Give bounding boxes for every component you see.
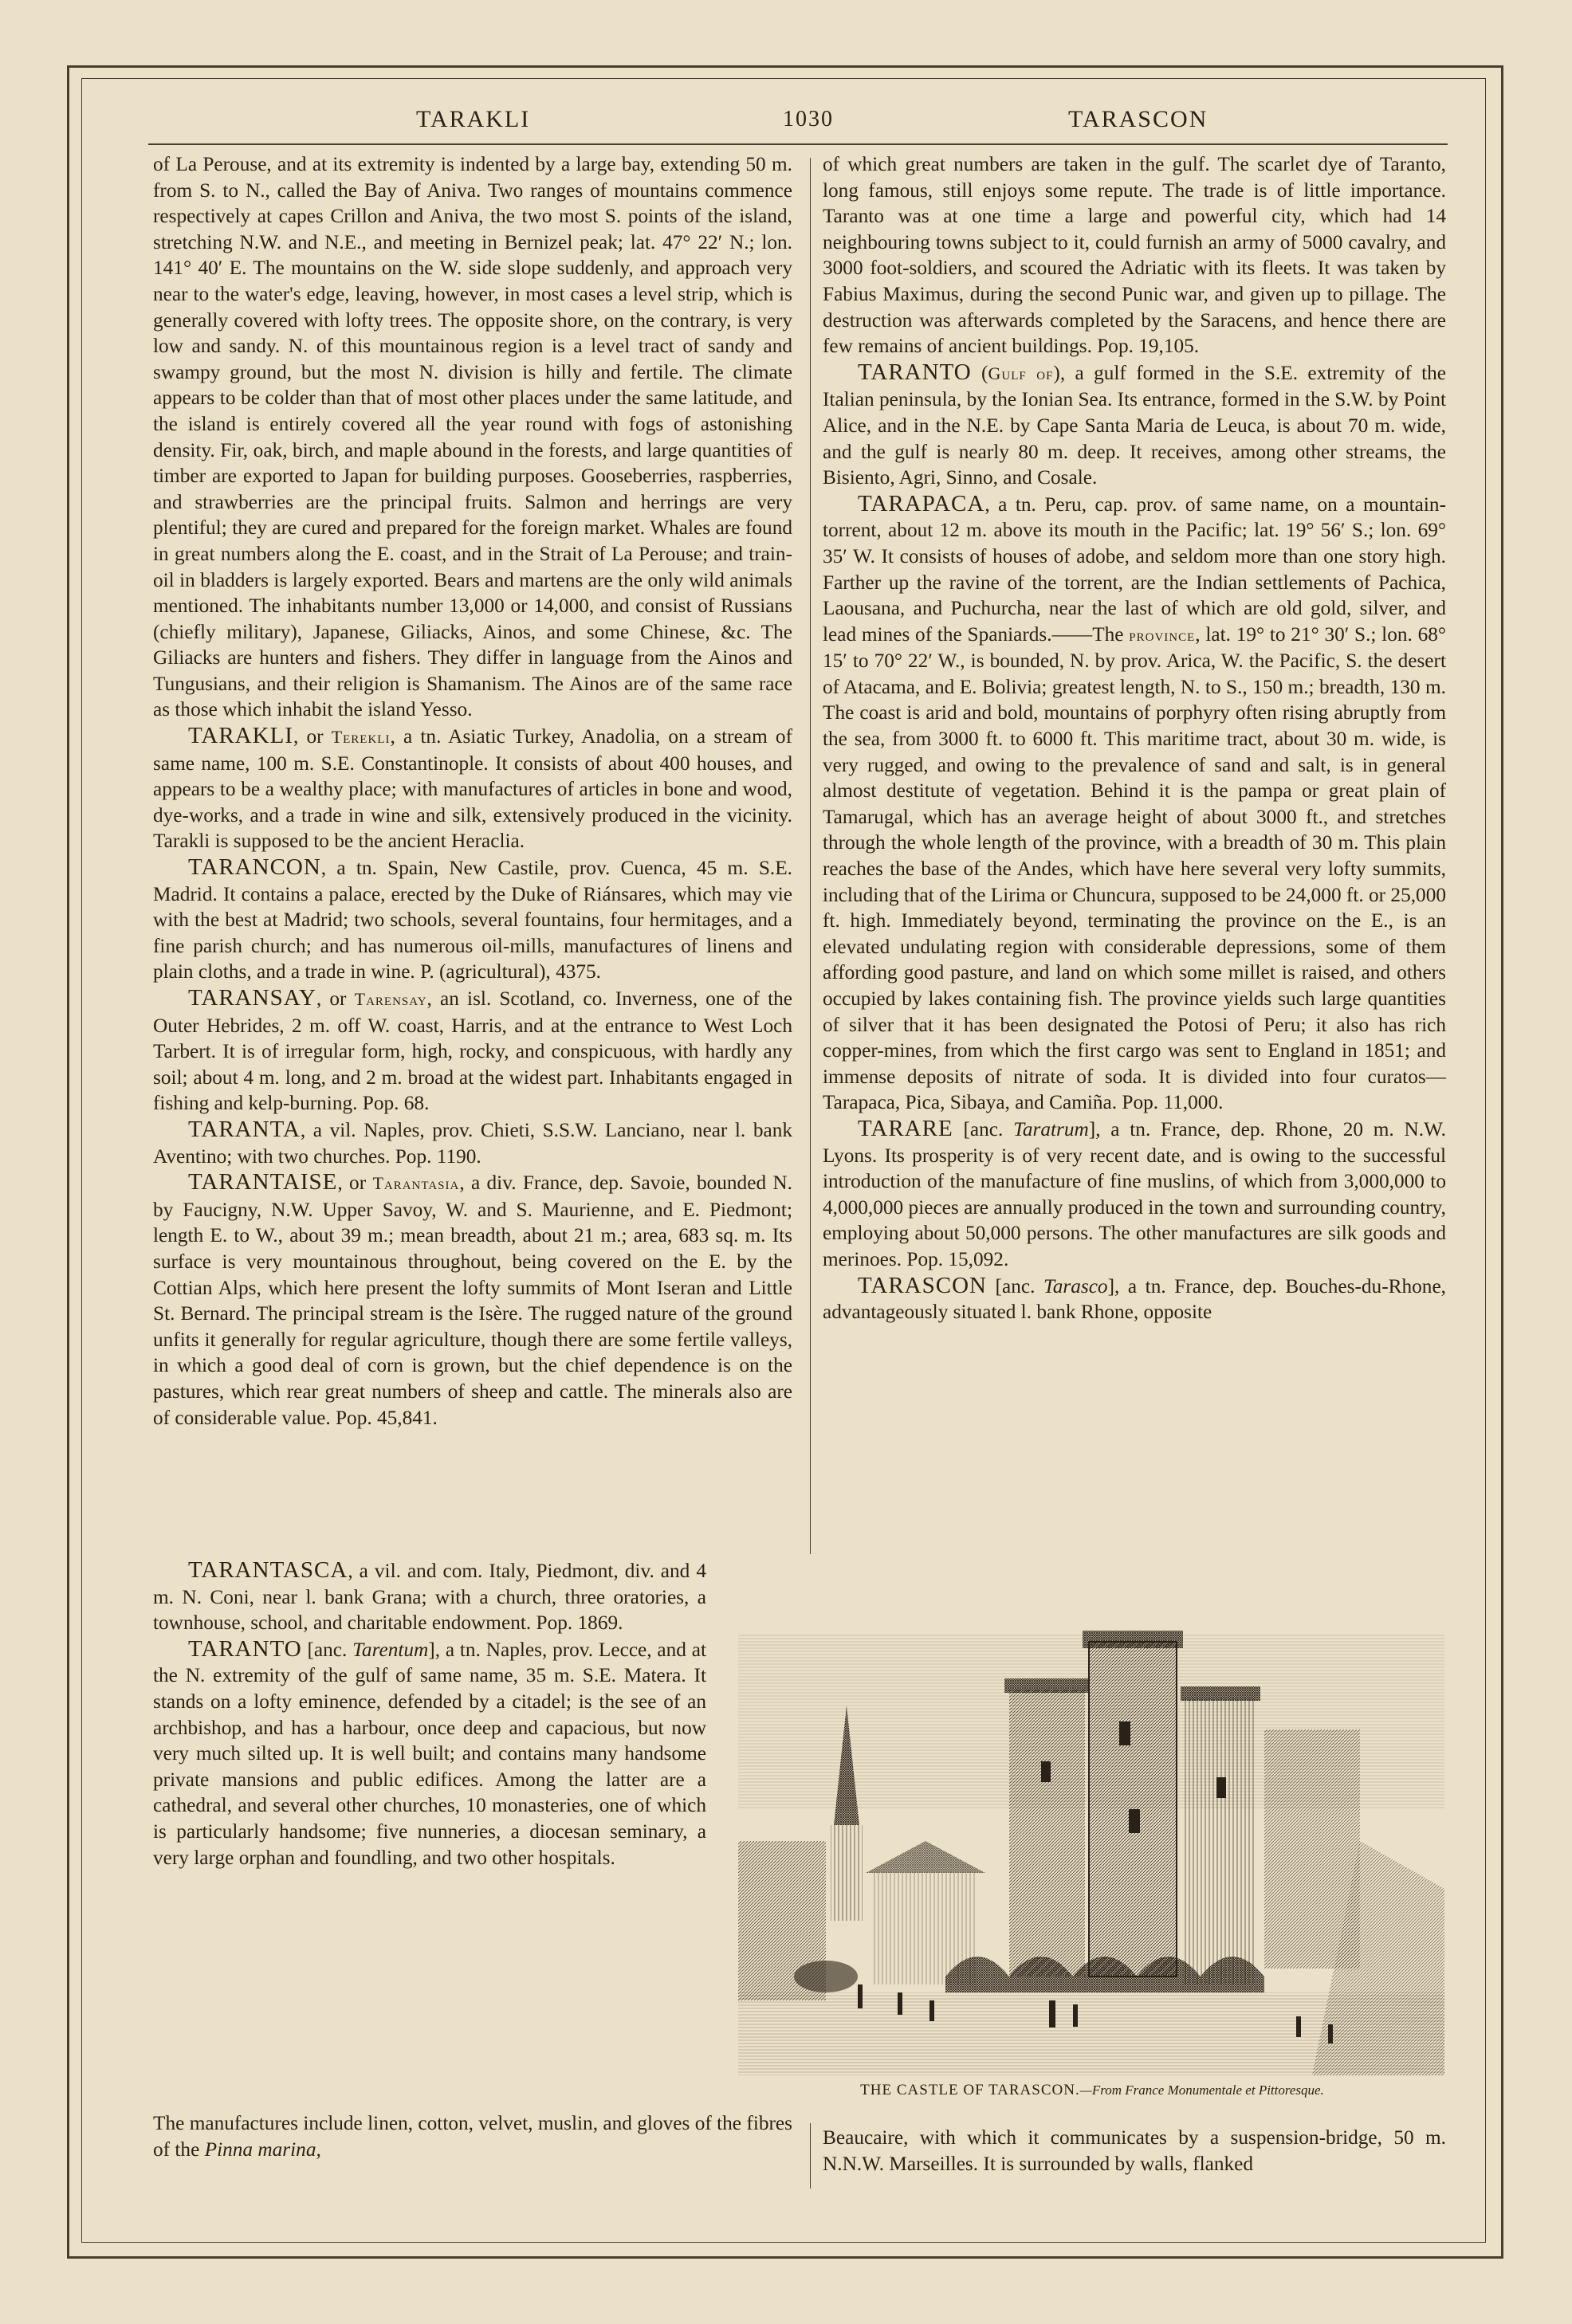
page-number: 1030 bbox=[783, 107, 834, 132]
paragraph-taranto-continued: of which great numbers are taken in the gulf. The scarlet dye of Taranto, long famous, still enjoys some repute. The trade is of little importance. Taranto was at one time a large and powerful city, which had 14 neighbouring towns subject to it, could furnish an army of 5000 cavalry, and 3000 foot-soldiers, and scoured the Adriatic with its fleets. It was taken by Fabius Maximus, during the second Punic war, and given up to pillage. The destruction was afterwards completed by the Saracens, and hence there are few remains of ancient buildings. Pop. 19,105. bbox=[823, 153, 1446, 358]
headword-tarakli: TARAKLI bbox=[188, 723, 293, 749]
right-column-tail bbox=[823, 2125, 1446, 2177]
left-column-narrow bbox=[153, 1557, 706, 1871]
entry-taranto: TARANTO [anc. Tarentum], a tn. Naples, prov. Lecce, and at the N. extremity of the gulf of same name, 35 m. S.E. Matera. It stands on a lofty eminence, defended by a citadel; is the see of an archbishop, and has a harbour, once deep and capacious, but now very much silted up. It is well built; and contains many handsome private mansions and public edifices. Among the latter are a cathedral, and several other churches, 10 monasteries, one of which is particularly handsome; five nunneries, a diocesan seminary, a very large orphan and foundling, and two other hospitals. bbox=[153, 1635, 706, 1869]
headword-taranto: TARANTO bbox=[188, 1635, 302, 1662]
figure-caption: THE CASTLE OF TARASCON.—From France Monumentale et Pittoresque. bbox=[860, 2082, 1324, 2098]
entry-tarancon: TARANCON, a tn. Spain, New Castile, prov. Cuenca, 45 m. S.E. Madrid. It contains a palace, erected by the Duke of Riánsares, which may vie with the best at Madrid; two schools, several fountains, four hermitages, and a fine parish church; and has numerous oil-mills, manufactures of linens and plain cloths, and a trade in wine. P. (agricultural), 4375. bbox=[153, 854, 792, 983]
entry-taransay: TARANSAY, or Tarensay, an isl. Scotland, co. Inverness, one of the Outer Hebrides, 2 m. off W. coast, Harris, and at the entrance to West Loch Tarbert. It is of irregular form, high, rocky, and conspicuous, with hardly any soil; about 4 m. long, and 2 m. broad at the widest part. Inhabitants engaged in fishing and kelp-burning. Pop. 68. bbox=[153, 985, 792, 1115]
paragraph-taranto-tail: The manufactures include linen, cotton, velvet, muslin, and gloves of the fibres of the Pinna marina, bbox=[153, 2112, 792, 2161]
entry-tarascon: TARASCON [anc. Tarasco], a tn. France, dep. Bouches-du-Rhone, advantageously situated l. bank Rhone, opposite bbox=[823, 1272, 1446, 1324]
running-head-left: TARAKLI bbox=[416, 106, 531, 132]
column-divider-lower bbox=[810, 2123, 811, 2189]
entry-tarantaise-wrap bbox=[153, 1169, 792, 1431]
entry-taranto-gulf: TARANTO (Gulf of), a gulf formed in the S.E. extremity of the Italian peninsula, by the Ionian Sea. Its entrance, formed in the S.W. by Point Alice, and in the N.E. by Cape Santa Maria de Leuca, is about 70 m. wide, and the gulf is nearly 80 m. deep. It receives, among other streams, the Bisiento, Agri, Sinno, and Cosale. bbox=[823, 359, 1447, 489]
running-head-right: TARASCON bbox=[1068, 106, 1208, 132]
right-column bbox=[823, 151, 1446, 1325]
paragraph-tarascon-continued: Beaucaire, with which it communicates by a suspension-bridge, 50 m. N.N.W. Marseilles. It is surrounded by walls, flanked bbox=[823, 2126, 1446, 2175]
headword-taranta: TARANTA bbox=[188, 1116, 301, 1142]
entry-tarantaise: TARANTAISE, or Tarantasia, a div. France, dep. Savoie, bounded N. by Faucigny, N.W. Upper Savoy, W. and S. Maurienne, and E. Piedmont; length E. to W., about 39 m.; mean breadth, about 21 m.; area, 683 sq. m. Its surface is very mountainous throughout, being covered on the E. by the Cottian Alps, which here present the lofty summits of Mont Iseran and Little St. Bernard. The principal stream is the Isère. The rugged nature of the ground unfits it generally for regular agriculture, though there are some fertile valleys, in which a good deal of corn is grown, but the chief dependence is on the pastures, which rear great numbers of sheep and cattle. The minerals also are of considerable value. Pop. 45,841. bbox=[153, 1169, 792, 1429]
entry-taranta: TARANTA, a vil. Naples, prov. Chieti, S.S.W. Lanciano, near l. bank Aventino; with two churches. Pop. 1190. bbox=[153, 1116, 792, 1168]
header-rule bbox=[148, 143, 1448, 145]
headword-tarantasca: TARANTASCA bbox=[188, 1557, 348, 1583]
headword-tarancon: TARANCON bbox=[188, 854, 321, 881]
entry-tarantasca: TARANTASCA, a vil. and com. Italy, Piedmont, div. and 4 m. N. Coni, near l. bank Grana; with a church, three oratories, a townhouse, school, and charitable endowment. Pop. 1869. bbox=[153, 1557, 706, 1635]
headword-tarascon: TARASCON bbox=[858, 1272, 987, 1298]
left-column bbox=[153, 151, 792, 1431]
headword-tarapaca: TARAPACA bbox=[858, 490, 985, 516]
castle-engraving-illustration bbox=[738, 1602, 1444, 2075]
alt-name: Tarensay bbox=[354, 989, 427, 1009]
entry-tarare: TARARE [anc. Taratrum], a tn. France, dep. Rhone, 20 m. N.W. Lyons. Its prosperity is of very recent date, and is owing to the successful introduction of the manufacture of fine muslins, of which from 3,000,000 to 4,000,000 pieces are annually produced in the town and surrounding country, employing about 50,000 persons. The other manufactures are silk goods and merinoes. Pop. 15,092. bbox=[823, 1115, 1446, 1270]
alt-name: Terekli bbox=[331, 727, 391, 748]
left-column-tail bbox=[153, 2110, 792, 2162]
headword-taranto-gulf: TARANTO bbox=[858, 359, 972, 385]
column-divider bbox=[810, 158, 811, 1554]
entry-tarakli: TARAKLI, or Terekli, a tn. Asiatic Turkey, Anadolia, on a stream of same name, 100 m. S.E. Constantinople. It consists of about 400 houses, and appears to be a wealthy place; with manufactures of articles in bone and wood, dye-works, and a trade in wine and silk, extensively produced in the vicinity. Tarakli is supposed to be the ancient Heraclia. bbox=[153, 723, 792, 853]
paragraph-saghalien-continued: of La Perouse, and at its extremity is indented by a large bay, extending 50 m. from S. to N., called the Bay of Aniva. Two ranges of mountains commence respectively at capes Crillon and Aniva, the two most S. points of the island, stretching N.W. and N.E., and meeting in Bernizel peak; lat. 47° 22′ N.; lon. 141° 40′ E. The mountains on the W. side slope suddenly, and approach very near to the water's edge, leaving, however, in most cases a level strip, which is generally covered with lofty trees. The opposite shore, on the contrary, is very low and sandy. N. of this mountainous region is a level tract of sandy and swampy ground, but the most N. division is hilly and fertile. The climate appears to be colder than that of most other places under the same latitude, and the island is entirely covered all the year round with fogs of astonishing density. Fir, oak, birch, and maple abound in the forests, and large quantities of timber are exported to Japan for building purposes. Gooseberries, raspberries, and strawberries are the principal fruits. Salmon and herrings are very plentiful; they are cured and prepared for the foreign market. Whales are found in great numbers along the E. coast, and in the Strait of La Perouse; and train-oil in bladders is largely exported. Bears and martens are the only wild animals mentioned. The inhabitants number 13,000 or 14,000, and consist of Russians (chiefly military), Japanese, Giliacks, Ainos, and some Chinese, &c. The Giliacks are hunters and fishers. They differ in language from the Ainos and Tungusians, and their religion is Shamanism. The Ainos are of the same race as those which inhabit the island Yesso. bbox=[153, 153, 792, 721]
entry-tarapaca: TARAPACA, a tn. Peru, cap. prov. of same name, on a mountain-torrent, about 12 m. above its mouth in the Pacific; lat. 19° 56′ S.; lon. 69° 35′ W. It consists of houses of adobe, and seldom more than one story high. Farther up the ravine of the torrent, are the Indian settlements of Pachica, Laousana, and Puchurcha, near the last of which are old gold, silver, and lead mines of the Spaniards.——The province, lat. 19° to 21° 30′ S.; lon. 68° 15′ to 70° 22′ W., is bounded, N. by prov. Arica, W. the Pacific, S. the desert of Atacama, and E. Bolivia; greatest length, N. to S., 150 m.; breadth, 130 m. The coast is arid and bold, mountains of porphyry often rising abruptly from the sea, from 3000 ft. to 6000 ft. This maritime tract, about 30 m. wide, is very rugged, and owing to the prevalence of sand and salt, is in general almost destitute of vegetation. Behind it is the pampa or great plain of Tamarugal, which has an average height of about 3000 ft., and stretches through the whole length of the province, with a breadth of 30 m. This plain reaches the base of the Andes, which have here several very lofty summits, including that of the Lirima or Chuncura, supposed to be 24,000 ft. or 25,000 ft. high. Immediately beyond, terminating the province on the E., is an elevated undulating region with considerable depressions, some of them affording good pasture, and land on which some millet is raised, and others occupied by lakes containing fish. The province yields such large quantities of silver that it has been designated the Potosi of Peru; it also has rich copper-mines, from which the first cargo was sent to England in 1851; and immense deposits of nitrate of soda. It is divided into four curatos—Tarapaca, Pica, Sibaya, and Camiña. Pop. 11,000. bbox=[823, 490, 1446, 1114]
headword-tarare: TARARE bbox=[858, 1115, 953, 1141]
alt-name: Tarantasia bbox=[372, 1173, 460, 1194]
headword-taransay: TARANSAY bbox=[188, 985, 316, 1011]
headword-tarantaise: TARANTAISE bbox=[188, 1169, 338, 1195]
